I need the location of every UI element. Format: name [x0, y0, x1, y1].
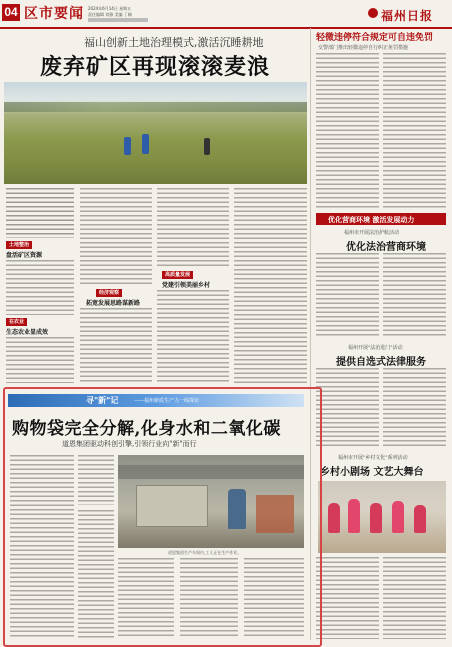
feature-label-sub: ——福州新质生产力一线探访 [134, 398, 200, 404]
text-column [118, 558, 174, 638]
lead-photo [4, 82, 307, 184]
feature-headline: 购物袋完全分解,化身水和二氧化碳 [12, 419, 281, 439]
banner-text: 优化营商环境 激活发展动力 [328, 215, 415, 224]
subsection-tag: 土地整治 [6, 241, 32, 249]
worker-figure [228, 489, 246, 529]
person-figure [204, 138, 210, 155]
editor-line: 责任编辑 刘雅 美编 丁桐 [88, 12, 132, 17]
text-column [316, 368, 379, 448]
dancer-figure [392, 501, 404, 533]
feature-label-bar [8, 394, 304, 407]
feature-subhead: 道恩集团驱动科创引擎,引领行业向"新"而行 [62, 440, 197, 448]
dancer-figure [348, 499, 360, 533]
dancer-figure [370, 503, 382, 533]
subsection-tag: 高质量发展 [162, 271, 193, 279]
right-title-1: 轻微违停符合规定可自违免罚 [316, 33, 434, 43]
text-column [383, 53, 446, 208]
subsection-title: 盘活矿区资源 [6, 252, 43, 259]
dancer-figure [328, 503, 340, 533]
text-column [6, 260, 74, 315]
lead-headline: 废弃矿区再现滚滚麦浪 [40, 54, 271, 80]
text-column [157, 290, 229, 383]
subsection-tag: 在农业 [6, 318, 27, 326]
text-column [316, 53, 379, 208]
text-column [234, 188, 307, 383]
text-column [180, 558, 238, 638]
paper-name: 福州日报 [381, 9, 434, 23]
section-title: 区市要闻 [24, 6, 84, 22]
lead-kicker: 福山创新土地治理模式,激活沉睡耕地 [84, 36, 264, 49]
text-column [10, 455, 74, 638]
text-column [316, 557, 379, 639]
date-line: 2024年6月14日 星期五 [88, 6, 132, 11]
right-title-3: 提供自选式法律服务 [336, 357, 426, 368]
right-sub-1: 交警部门推出轻微违停自行纠正免罚措施 [318, 45, 409, 51]
header-meta-bar [88, 18, 148, 22]
text-column [78, 455, 114, 505]
text-column [383, 557, 446, 639]
person-figure [124, 137, 131, 155]
machine-band [118, 465, 304, 479]
text-column [80, 188, 152, 286]
feature-label: 寻"新"记 [86, 395, 119, 405]
right-title-4: 乡村小剧场 文艺大舞台 [320, 467, 424, 478]
text-column [383, 253, 446, 338]
person-figure [142, 134, 149, 154]
machine-block [136, 485, 208, 527]
text-column [6, 337, 74, 383]
text-column [157, 188, 229, 268]
paper-logo-icon [368, 8, 378, 18]
text-column [80, 308, 152, 383]
text-column [6, 188, 74, 238]
right-title-2: 优化法治营商环境 [346, 242, 426, 253]
text-column [78, 510, 114, 638]
subsection-title: 拓宽发展思路谋新路 [86, 300, 141, 307]
text-column [383, 368, 446, 448]
dancer-figure [414, 505, 426, 533]
text-column [316, 253, 379, 338]
feature-photo-caption: 道恩集团生产车间内,工人正在生产作业。 [168, 550, 242, 555]
right-kicker-2: 福州市开展法治护航活动 [344, 230, 400, 236]
machine-part [256, 495, 294, 533]
right-banner [316, 213, 446, 225]
subsection-title: 生态农业显成效 [6, 329, 49, 336]
feature-photo [118, 455, 304, 548]
page-number: 04 [2, 4, 20, 21]
tree-line [4, 102, 307, 112]
right-kicker-3: 福州开展"法治进门"活动 [348, 345, 403, 351]
subsection-tag: 经济观察 [96, 289, 122, 297]
subsection-title: 党建引领美丽乡村 [162, 282, 211, 289]
right-photo [318, 481, 446, 553]
right-kicker-4: 福州市开展"乡村文化"系列活动 [338, 455, 408, 461]
text-column [244, 558, 304, 638]
